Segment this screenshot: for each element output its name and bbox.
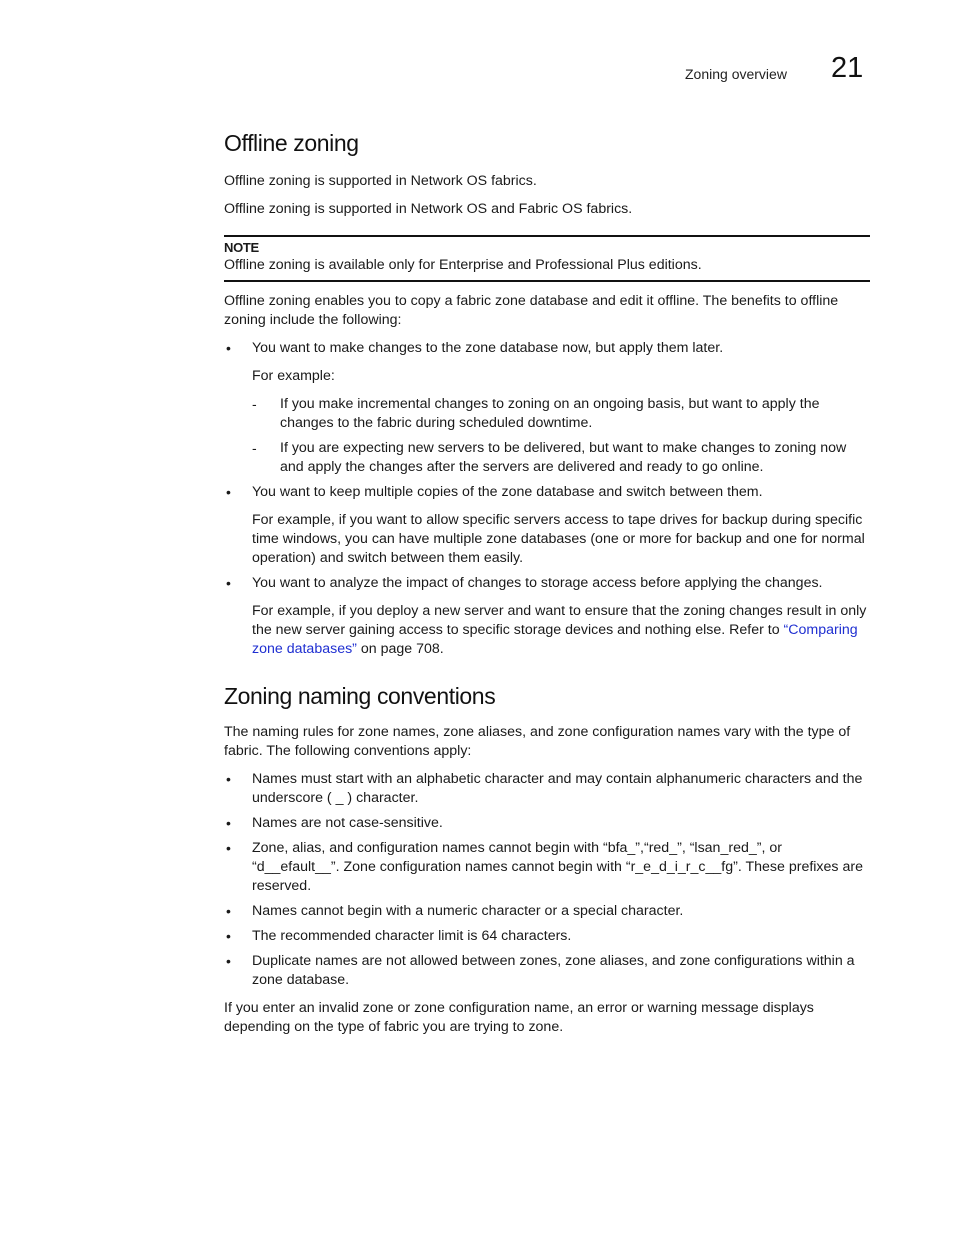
list-item-text: You want to analyze the impact of changes to storage access before applying the changes. — [252, 575, 823, 591]
chapter-number: 21 — [831, 52, 864, 84]
list-item-text: The recommended character limit is 64 characters. — [252, 928, 572, 944]
bullet-icon: • — [226, 840, 231, 856]
list-item-text: If you make incremental changes to zoning on an ongoing basis, but want to apply the changes to the fabric during scheduled downtime. — [280, 396, 820, 431]
paragraph: Offline zoning is supported in Network OS and Fabric OS fabrics. — [224, 201, 633, 217]
section-heading-offline-zoning: Offline zoning — [224, 130, 359, 156]
paragraph: If you enter an invalid zone or zone configuration name, an error or warning message displays depending on the type of fabric you are trying to zone. — [224, 1000, 814, 1035]
list-item-text: You want to keep multiple copies of the zone database and switch between them. — [252, 484, 763, 500]
list-item — [224, 927, 870, 946]
list-item-text: If you are expecting new servers to be delivered, but want to make changes to zoning now and apply the changes after the servers are delivered and ready to go online. — [280, 440, 847, 475]
bullet-icon: • — [226, 771, 231, 787]
list-item-text: Names are not case-sensitive. — [252, 815, 443, 831]
bullet-icon: • — [226, 575, 231, 591]
running-header-section-title: Zoning overview — [685, 66, 787, 82]
subtext-after-link: on page 708. — [356, 641, 444, 657]
bullet-icon: • — [226, 484, 231, 500]
benefits-list — [224, 339, 870, 659]
list-item — [224, 952, 870, 990]
page-content — [224, 130, 870, 1037]
example-list — [252, 395, 870, 477]
dash-icon: - — [252, 396, 257, 412]
dash-icon: - — [252, 440, 257, 456]
list-item — [224, 902, 870, 921]
bullet-icon: • — [226, 815, 231, 831]
list-item-text: You want to make changes to the zone database now, but apply them later. — [252, 340, 724, 356]
list-item — [252, 439, 870, 477]
paragraph: The naming rules for zone names, zone aliases, and zone configuration names vary with the type of fabric. The following conventions apply: — [224, 724, 851, 759]
list-item — [224, 770, 870, 808]
note-label: NOTE — [224, 240, 259, 255]
bullet-icon: • — [226, 953, 231, 969]
list-item — [224, 483, 870, 568]
list-item — [224, 574, 870, 659]
list-item-text: Names cannot begin with a numeric character or a special character. — [252, 903, 684, 919]
note-box — [224, 235, 870, 282]
list-item — [224, 814, 870, 833]
note-text: Offline zoning is available only for Enterprise and Professional Plus editions. — [224, 257, 702, 273]
bullet-icon: • — [226, 903, 231, 919]
list-item-text: Zone, alias, and configuration names cannot begin with “bfa_”,“red_”, “lsan_red_”, or “d__efault__”. Zone configuration names cannot begin with “r_e_d_i_r_c__fg”. These prefixes are reserved. — [252, 840, 863, 894]
bullet-icon: • — [226, 340, 231, 356]
bullet-icon: • — [226, 928, 231, 944]
list-item-subtext — [252, 602, 870, 659]
paragraph: Offline zoning is supported in Network OS fabrics. — [224, 173, 537, 189]
list-item-subtext: For example: — [252, 368, 335, 384]
list-item — [224, 339, 870, 477]
cross-reference-link[interactable]: “Comparing zone databases” — [252, 622, 858, 657]
subtext-before-link: For example, if you deploy a new server and want to ensure that the zoning changes result in only the new server gaining access to specific storage devices and nothing else. Refer to — [252, 603, 867, 638]
list-item — [252, 395, 870, 433]
list-item — [224, 839, 870, 896]
list-item-subtext: For example, if you want to allow specific servers access to tape drives for backup during specific time windows, you can have multiple zone databases (one or more for backup and one for normal operation) and switch between them easily. — [252, 512, 865, 566]
list-item-text: Names must start with an alphabetic character and may contain alphanumeric characters and the underscore ( _ ) character. — [252, 771, 863, 806]
section-heading-naming-conventions: Zoning naming conventions — [224, 683, 496, 709]
list-item-text: Duplicate names are not allowed between zones, zone aliases, and zone configurations within a zone database. — [252, 953, 855, 988]
conventions-list — [224, 770, 870, 990]
paragraph: Offline zoning enables you to copy a fabric zone database and edit it offline. The benefits to offline zoning include the following: — [224, 293, 839, 328]
